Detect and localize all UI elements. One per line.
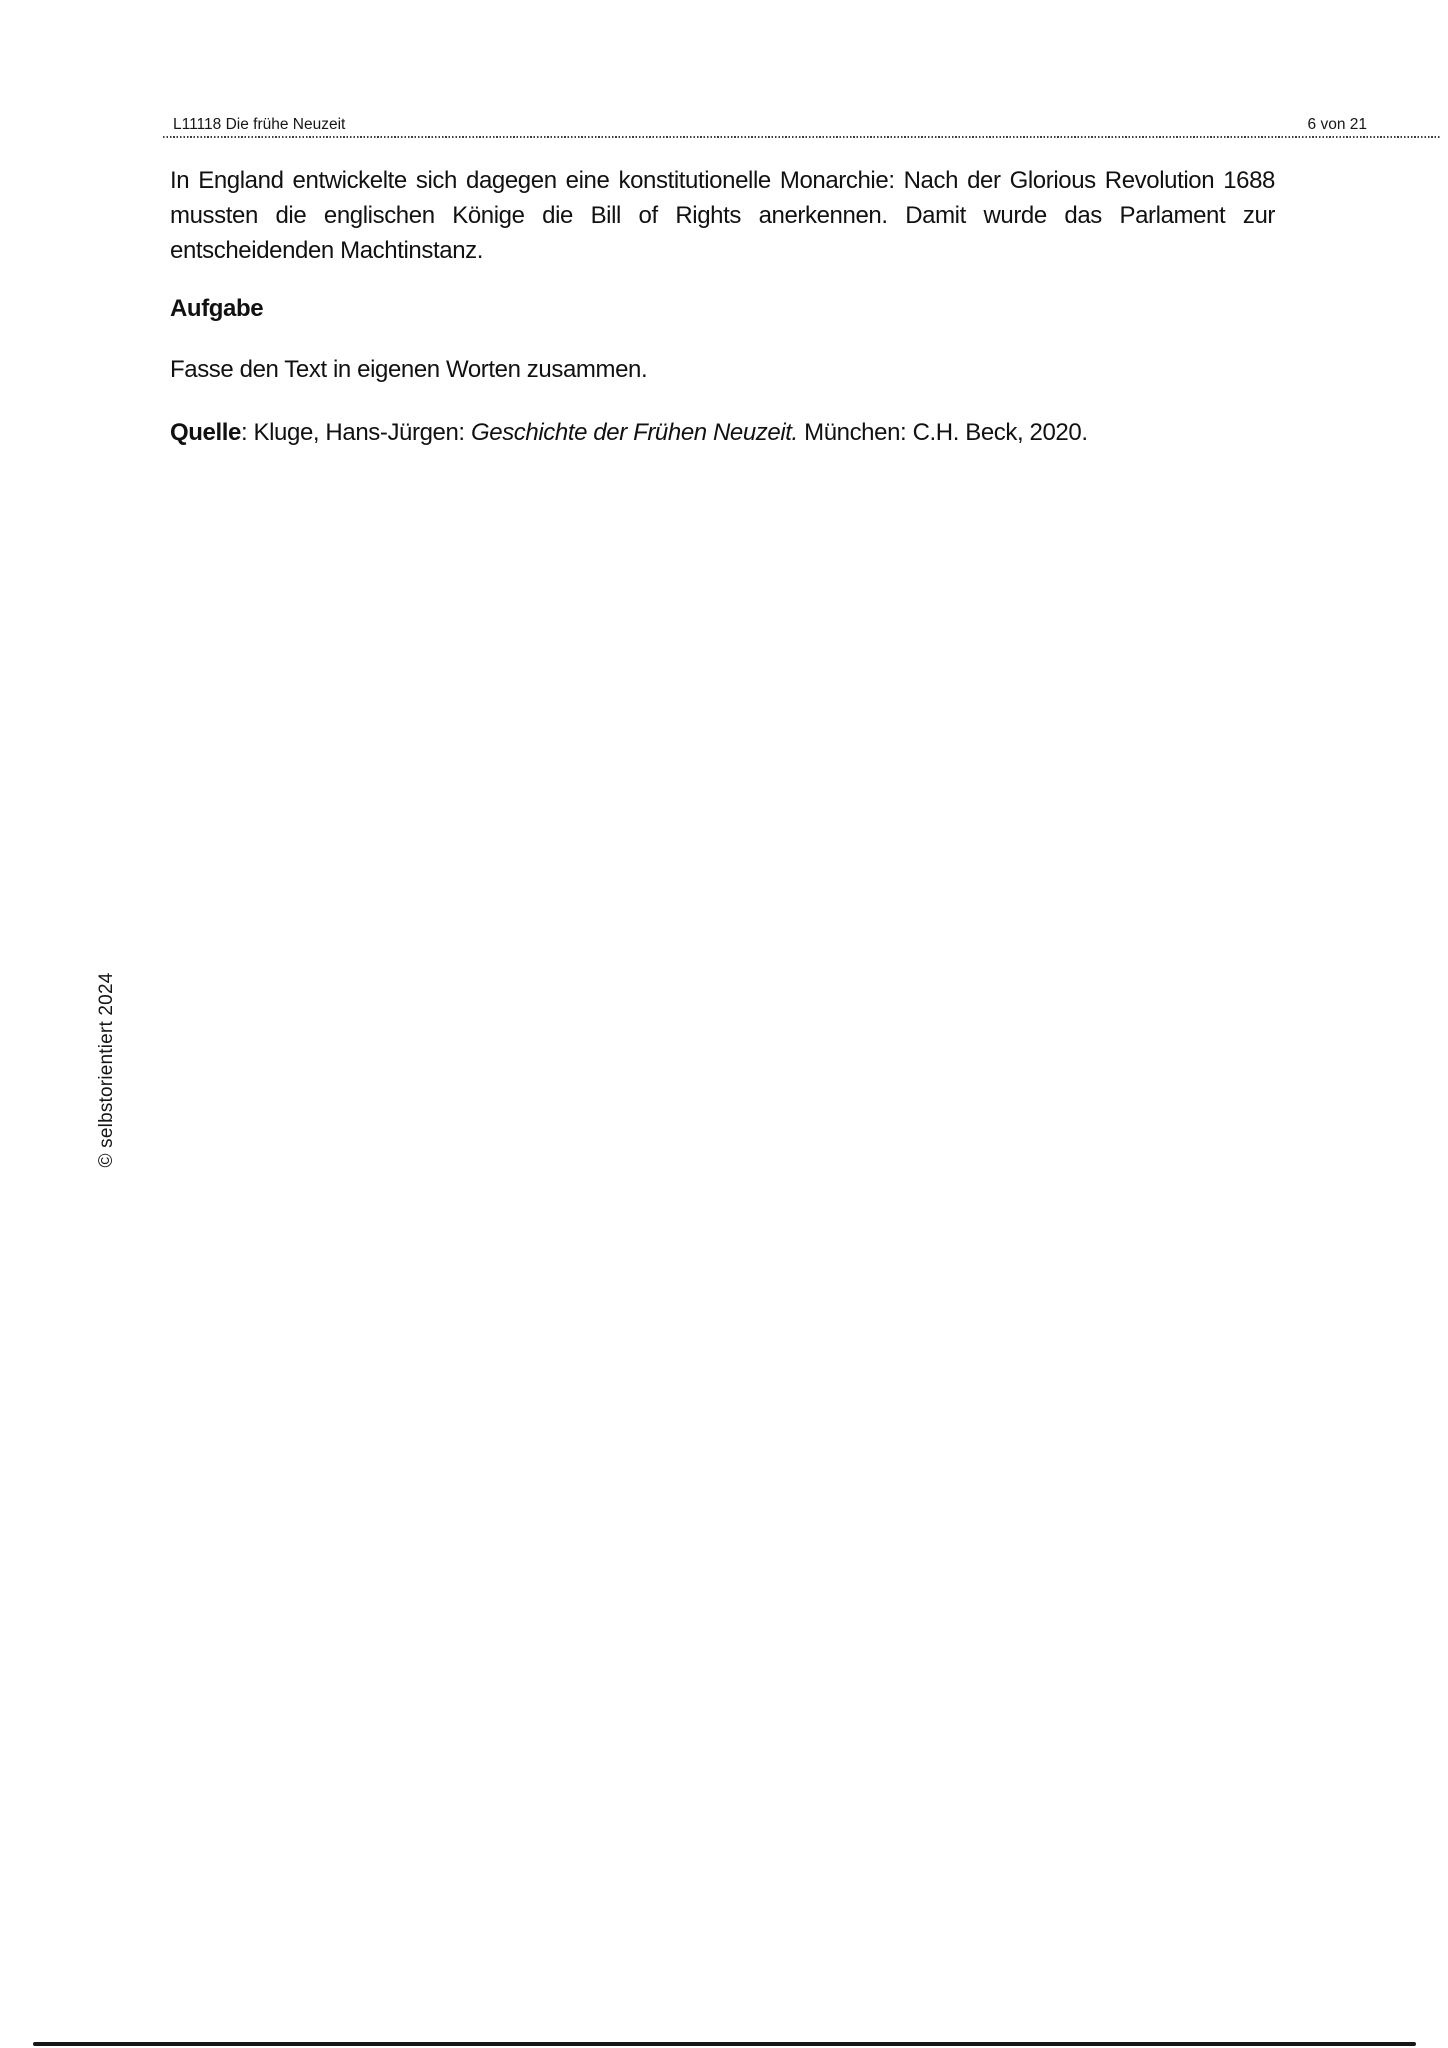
source-publication: München: C.H. Beck, 2020. bbox=[797, 419, 1088, 446]
content-column bbox=[170, 163, 1275, 450]
paragraph-line: entscheidenden Machtinstanz. bbox=[170, 237, 484, 264]
task-heading: Aufgabe bbox=[170, 295, 264, 322]
source-label: Quelle bbox=[170, 419, 241, 446]
source-citation bbox=[170, 415, 1275, 450]
body-paragraph bbox=[170, 163, 1275, 268]
header-divider-dotted bbox=[163, 136, 1441, 138]
source-title: Geschichte der Frühen Neuzeit. bbox=[470, 419, 798, 446]
copyright-vertical-label: © selbstorientiert 2024 bbox=[96, 972, 117, 1168]
paragraph-line: mussten die englischen Könige die Bill of Rights anerkennen. Damit wurde das Parlament zur bbox=[170, 202, 1275, 229]
page-header bbox=[173, 117, 1367, 133]
paragraph-line: In England entwickelte sich dagegen eine konstitutionelle Monarchie: Nach der Glorious Revolution 1688 bbox=[170, 167, 1275, 194]
source-author: Kluge, Hans-Jürgen: bbox=[253, 419, 471, 446]
header-page-number: 6 von 21 bbox=[1307, 116, 1367, 133]
task-instruction: Fasse den Text in eigenen Worten zusammen. bbox=[170, 356, 648, 383]
source-colon: : bbox=[240, 419, 254, 446]
header-course-code: L11118 Die frühe Neuzeit bbox=[173, 116, 346, 133]
page-bottom-border bbox=[33, 2042, 1416, 2046]
